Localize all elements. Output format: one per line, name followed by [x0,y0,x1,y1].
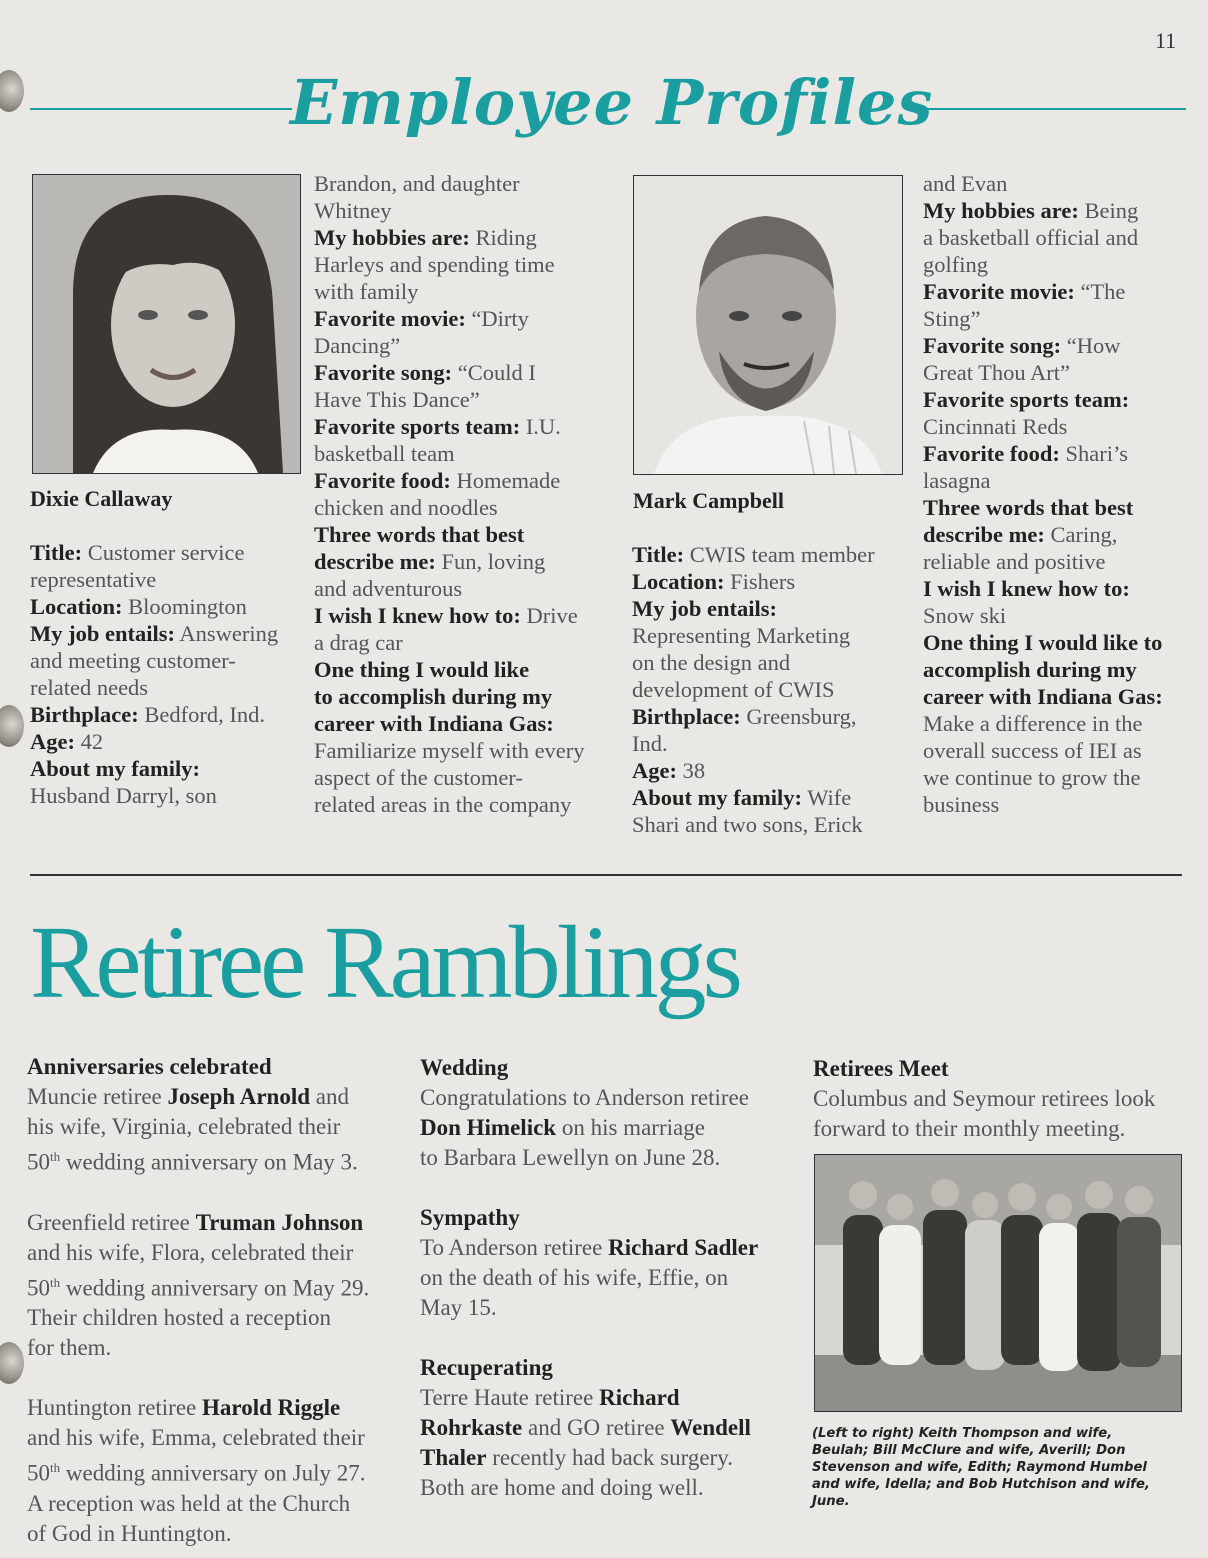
field-value: representative [30,567,157,592]
header-rule-left [30,108,292,110]
profile-line [314,251,614,278]
subsection-heading: Sympathy [420,1205,520,1230]
photo-retirees-group [814,1154,1182,1412]
article-line [420,1113,805,1143]
spacer [27,1363,412,1393]
field-value: “Could I [452,360,536,385]
profile-line [923,521,1193,548]
field-value: 42 [74,729,104,754]
field-value: Being [1078,198,1139,223]
section-title-retiree-ramblings: Retiree Ramblings [30,905,739,1020]
text-run: May 15. [420,1295,497,1320]
profile-line [923,764,1193,791]
article-line [420,1083,805,1113]
profile-column [923,170,1193,818]
binder-hole [0,1342,24,1384]
field-value: Fishers [724,569,796,594]
profile-line [30,728,310,755]
profile-line [314,548,614,575]
field-value: and meeting customer- [30,648,236,673]
profile-line [632,541,917,568]
field-value: “The [1074,279,1126,304]
binder-hole [0,70,24,112]
field-value: Great Thou Art” [923,360,1071,385]
profile-line [632,622,917,649]
field-value: Fun, loving [435,549,546,574]
text-run: Their children hosted a reception [27,1305,331,1331]
subsection-heading: Anniversaries celebrated [27,1054,272,1079]
person-name: Rohrkaste [420,1415,523,1440]
field-label: Favorite food: [314,468,451,493]
field-value: Representing Marketing [632,623,851,648]
field-value: golfing [923,252,988,277]
profile-line [923,197,1193,224]
profile-line [314,305,614,332]
article-line [813,1084,1193,1114]
field-value: overall success of IEI as [923,738,1142,763]
profile-column [30,512,310,809]
page-number: 11 [1155,28,1177,53]
profile-line [632,649,917,676]
profile-line [923,656,1193,683]
field-label: Age: [632,758,677,783]
text-run: Both are home and doing well. [420,1475,704,1500]
profile-line [923,305,1193,332]
text-run: forward to their monthly meeting. [813,1116,1126,1141]
text-run: of God in Huntington. [27,1520,232,1546]
profile-line [314,224,614,251]
field-value: Shari and two sons, Erick [632,812,863,837]
subsection-heading: Recuperating [420,1355,553,1380]
profile-line [314,413,614,440]
profile-line [314,197,614,224]
profile-line [30,701,310,728]
profile-line [314,440,614,467]
article-line [27,1082,412,1112]
person-name: Don Himelick [420,1115,557,1140]
profile-line [314,332,614,359]
field-label: My hobbies are: [314,225,470,250]
article-line [27,1333,412,1363]
field-value: 38 [676,758,706,783]
article-line [27,1238,412,1268]
spacer [420,1323,805,1353]
profile-line [632,676,917,703]
field-value: related areas in the company [314,792,572,817]
field-value: Sting” [923,306,981,331]
text-run: and [310,1084,349,1109]
field-value: basketball team [314,441,455,466]
field-label: Three words that best [314,522,525,547]
profile-line [632,703,917,730]
caption-line: Stevenson and wife, Edith; Raymond Humbel [812,1460,1147,1475]
subsection-heading: Wedding [420,1055,509,1080]
field-value: business [923,792,1000,817]
text-run: Greenfield retiree [27,1209,196,1235]
caption-line: and wife, Idella; and Bob Hutchison and wife, [812,1477,1150,1492]
profile-line [923,359,1193,386]
retiree-column [27,1052,412,1549]
text-run: 50 [27,1275,50,1301]
article-line [27,1423,412,1453]
text-run: on the death of his wife, Effie, on [420,1265,729,1290]
profile-line [923,494,1193,521]
profile-line [314,764,614,791]
profile-line [923,332,1193,359]
field-value: CWIS team member [684,542,875,567]
article-line [813,1114,1193,1144]
field-value: Brandon, and daughter [314,171,520,196]
profile-line [923,548,1193,575]
text-run: on his marriage [556,1115,705,1140]
photo-mark-campbell [633,175,903,475]
article-line [420,1233,805,1263]
profile-line [30,782,310,809]
text-run: th [50,1149,61,1164]
field-value: Snow ski [923,603,1007,628]
person-name: Thaler [420,1445,487,1470]
profile-line [314,494,614,521]
field-value: Whitney [314,198,392,223]
caption-line: (Left to right) Keith Thompson and wife, [812,1426,1113,1441]
binder-hole [0,705,24,747]
field-value: reliable and positive [923,549,1106,574]
profile-column [314,170,614,818]
article-line [420,1143,805,1173]
field-label: to accomplish during my [314,684,553,709]
subsection-heading: Retirees Meet [813,1056,949,1081]
field-label: Favorite sports team: [923,387,1130,412]
text-run: Terre Haute retiree [420,1385,600,1410]
field-value: Make a difference in the [923,711,1143,736]
profile-line [314,791,614,818]
field-value: and adventurous [314,576,463,601]
profile-line [923,278,1193,305]
text-run: Columbus and Seymour retirees look [813,1086,1156,1111]
field-value: lasagna [923,468,991,493]
profile-line [923,386,1193,413]
field-value: Answering [175,621,279,646]
field-value: Harleys and spending time [314,252,555,277]
field-value: Husband Darryl, son [30,783,217,808]
article-line [420,1383,805,1413]
article-line [27,1453,412,1489]
text-run: To Anderson retiree [420,1235,609,1260]
person-name: Truman Johnson [195,1209,364,1235]
header-rule-right [918,108,1186,110]
field-label: Birthplace: [30,702,139,727]
profile-line [923,575,1193,602]
field-value: related needs [30,675,149,700]
text-run: and GO retiree [522,1415,671,1440]
profile-line [923,683,1193,710]
spacer [420,1173,805,1203]
photo-caption [812,1425,1182,1510]
field-label: One thing I would like [314,657,530,682]
field-label: Title: [30,540,83,565]
person-name: Richard [599,1385,680,1410]
field-value: Greensburg, [740,704,857,729]
profile-line [314,386,614,413]
person-name: Richard Sadler [608,1235,759,1260]
field-label: My job entails: [30,621,175,646]
profile-line [923,170,1193,197]
field-value: we continue to grow the [923,765,1141,790]
field-label: My job entails: [632,596,777,621]
profile-line [923,413,1193,440]
field-label: Favorite song: [314,360,453,385]
profile-line [314,602,614,629]
field-value: Caring, [1044,522,1118,547]
profile-line [923,710,1193,737]
profile-line [632,514,917,541]
profile-line [923,737,1193,764]
field-value: Have This Dance” [314,387,480,412]
text-run: wedding anniversary on July 27. [60,1460,366,1486]
field-label: Favorite song: [923,333,1062,358]
article-line [27,1519,412,1549]
article-line [420,1473,805,1503]
profile-line [30,512,310,539]
text-run: th [50,1460,61,1476]
profile-column [632,514,917,838]
profile-line [30,593,310,620]
text-run: 50 [27,1460,50,1486]
text-run: 50 [27,1149,50,1175]
field-label: I wish I knew how to: [923,576,1130,601]
profile-line [314,683,614,710]
text-run: and his wife, Flora, celebrated their [27,1239,354,1265]
article-line [420,1293,805,1323]
field-value: with family [314,279,419,304]
person-name: Harold Riggle [202,1395,341,1421]
profile-name: Mark Campbell [633,488,784,513]
field-value: Homemade [450,468,561,493]
profile-line [314,629,614,656]
field-label: Favorite movie: [923,279,1075,304]
field-label: About my family: [30,756,200,781]
field-value: on the design and [632,650,791,675]
field-value: Bedford, Ind. [138,702,265,727]
field-value: Bloomington [122,594,247,619]
field-label: I wish I knew how to: [314,603,521,628]
profile-line [632,784,917,811]
article-line [420,1263,805,1293]
profile-line [30,647,310,674]
field-label: career with Indiana Gas: [314,711,554,736]
article-line [27,1489,412,1519]
text-run: and his wife, Emma, celebrated their [27,1425,365,1451]
field-value: Shari’s [1059,441,1128,466]
field-label: Favorite movie: [314,306,466,331]
profile-line [314,575,614,602]
field-value: Customer service [82,540,245,565]
field-value: a basketball official and [923,225,1139,250]
article-line [27,1268,412,1304]
profile-line [314,359,614,386]
field-value: I.U. [520,414,561,439]
profile-line [923,629,1193,656]
text-run: his wife, Virginia, celebrated their [27,1114,341,1139]
profile-line [314,710,614,737]
profile-line [314,467,614,494]
retiree-column [420,1053,805,1503]
field-label: Location: [30,594,123,619]
person-name: Wendell [670,1415,751,1440]
field-value: Cincinnati Reds [923,414,1068,439]
section-title-employee-profiles: Employee Profiles [290,66,934,139]
caption-line: June. [812,1494,850,1509]
field-label: Location: [632,569,725,594]
field-label: describe me: [923,522,1045,547]
field-label: describe me: [314,549,436,574]
text-run: to Barbara Lewellyn on June 28. [420,1145,721,1170]
profile-line [30,674,310,701]
text-run: for them. [27,1335,112,1361]
profile-line [30,539,310,566]
profile-line [923,467,1193,494]
field-value: aspect of the customer- [314,765,523,790]
field-value: Ind. [632,731,668,756]
section-divider [30,874,1182,876]
field-value: “How [1061,333,1121,358]
profile-line [632,757,917,784]
profile-line [923,791,1193,818]
text-run: wedding anniversary on May 3. [60,1149,358,1175]
profile-line [632,568,917,595]
article-line [27,1112,412,1142]
field-label: One thing I would like to [923,630,1163,655]
text-run: Congratulations to Anderson retiree [420,1085,749,1110]
profile-line [632,730,917,757]
profile-line [632,595,917,622]
profile-line [30,566,310,593]
text-run: wedding anniversary on May 29. [60,1275,370,1301]
field-label: Favorite food: [923,441,1060,466]
profile-line [923,440,1193,467]
field-label: Age: [30,729,75,754]
profile-line [314,278,614,305]
text-run: th [50,1274,61,1290]
field-value: Wife [802,785,852,810]
profile-line [923,602,1193,629]
article-line [27,1208,412,1238]
field-label: Favorite sports team: [314,414,521,439]
field-value: “Dirty [465,306,529,331]
profile-line [314,656,614,683]
profile-line [923,251,1193,278]
retiree-column [813,1054,1193,1144]
profile-line [314,170,614,197]
field-value: Familiarize myself with every [314,738,585,763]
profile-line [314,521,614,548]
field-value: Drive [520,603,578,628]
field-label: About my family: [632,785,802,810]
field-value: chicken and noodles [314,495,498,520]
field-value: a drag car [314,630,403,655]
text-run: Muncie retiree [27,1084,168,1109]
profile-line [632,811,917,838]
profile-name: Dixie Callaway [30,486,173,511]
field-label: Birthplace: [632,704,741,729]
field-label: My hobbies are: [923,198,1079,223]
caption-line: Beulah; Bill McClure and wife, Averill; Don [812,1443,1126,1458]
article-line [420,1413,805,1443]
field-value: development of CWIS [632,677,835,702]
photo-dixie-callaway [32,174,301,474]
profile-line [923,224,1193,251]
article-line [27,1303,412,1333]
spacer [27,1178,412,1208]
field-label: career with Indiana Gas: [923,684,1163,709]
text-run: Huntington retiree [27,1395,203,1421]
field-value: Riding [469,225,537,250]
profile-line [30,755,310,782]
field-value: Dancing” [314,333,401,358]
field-value: and Evan [923,171,1008,196]
text-run: A reception was held at the Church [27,1490,351,1516]
field-label: Three words that best [923,495,1134,520]
person-name: Joseph Arnold [167,1084,310,1109]
profile-line [314,737,614,764]
field-label: accomplish during my [923,657,1137,682]
article-line [27,1393,412,1423]
article-line [27,1142,412,1178]
profile-line [30,620,310,647]
field-label: Title: [632,542,685,567]
text-run: recently had back surgery. [486,1445,733,1470]
article-line [420,1443,805,1473]
